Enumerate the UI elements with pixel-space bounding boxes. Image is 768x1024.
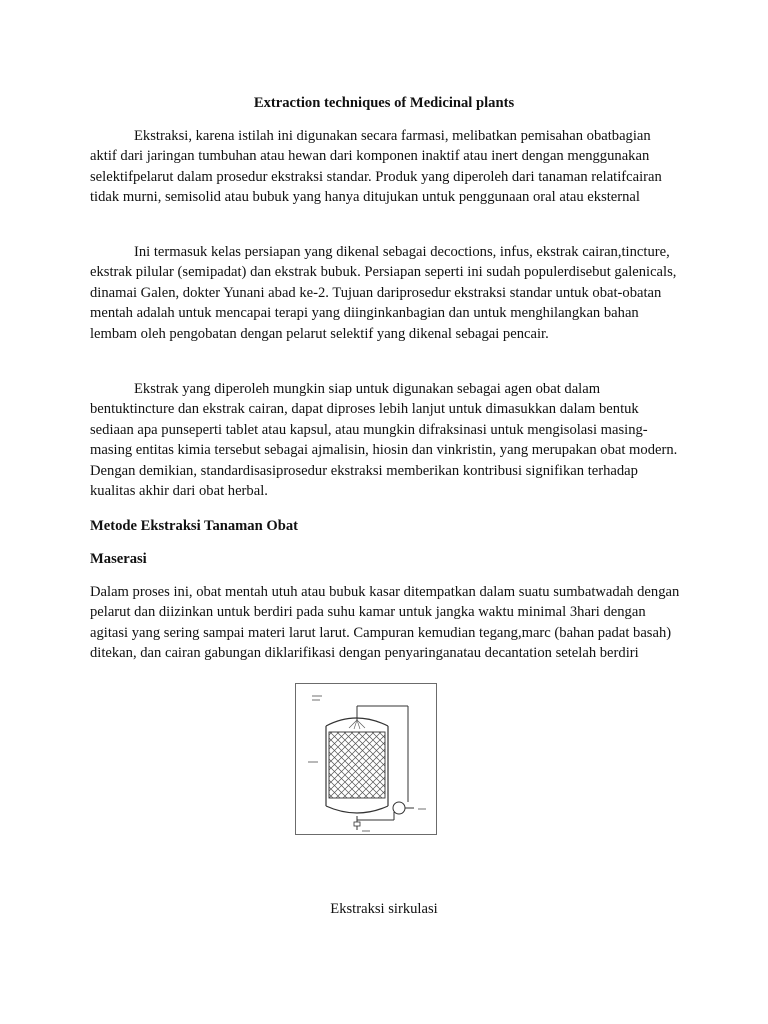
figure-caption: Ekstraksi sirkulasi [330, 901, 438, 917]
document-title: Extraction techniques of Medicinal plants [253, 95, 515, 111]
paragraph-2: Ini termasuk kelas persiapan yang dikenal sebagai decoctions, infus, ekstrak cairan,tincture, ekstrak pilular (semipadat) dan ekstrak bubuk. Persiapan seperti ini sudah populerdisebut galenicals, dinamai Galen, dokter Yunani abad ke-2. Tujuan dariprosedur ekstraksi standar untuk obat-obatan mentah adalah untuk mencapai terapi yang diinginkanbagian dan untuk menghilangkan bahan lembam oleh pengobatan dengan pelarut selektif yang dikenal sebagai pencair. [90, 244, 677, 342]
circulation-extractor-illustration [296, 684, 436, 834]
subsection-heading: Maserasi [90, 551, 147, 567]
paragraph-3: Ekstrak yang diperoleh mungkin siap untuk digunakan sebagai agen obat dalam bentuktincture dan ekstrak cairan, dapat diproses lebih lanjut untuk dimasukkan dalam bentuk sediaan apa punseperti tablet atau kapsul, atau mungkin difraksinasi untuk mengisolasi masing-masing entitas kimia tersebut sebagai ajmalisin, hiosin dan vinkristin, yang merupakan obat modern. Dengan demikian, standardisasiprosedur ekstraksi memberikan kontribusi signifikan terhadap kualitas akhir dari obat herbal. [90, 381, 678, 500]
maserasi-paragraph: Dalam proses ini, obat mentah utuh atau bubuk kasar ditempatkan dalam suatu sumbatwadah dengan pelarut dan diizinkan untuk berdiri pada suhu kamar untuk jangka waktu minimal 3hari dengan agitasi yang sering sampai materi larut larut. Campuran kemudian tegang,marc (bahan padat basah) ditekan, dan cairan gabungan diklarifikasi dengan penyaringanatau decantation setelah berdiri [90, 584, 680, 662]
paragraph-1: Ekstraksi, karena istilah ini digunakan secara farmasi, melibatkan pemisahan obatbagian aktif dari jaringan tumbuhan atau hewan dari komponen inaktif atau inert dengan menggunakan selektifpelarut dalam prosedur ekstraksi standar. Produk yang diperoleh dari tanaman relatifcairan tidak murni, semisolid atau bubuk yang hanya ditujukan untuk penggunaan oral atau eksternal [90, 128, 662, 206]
section-heading: Metode Ekstraksi Tanaman Obat [90, 518, 298, 534]
extraction-diagram [295, 683, 437, 835]
